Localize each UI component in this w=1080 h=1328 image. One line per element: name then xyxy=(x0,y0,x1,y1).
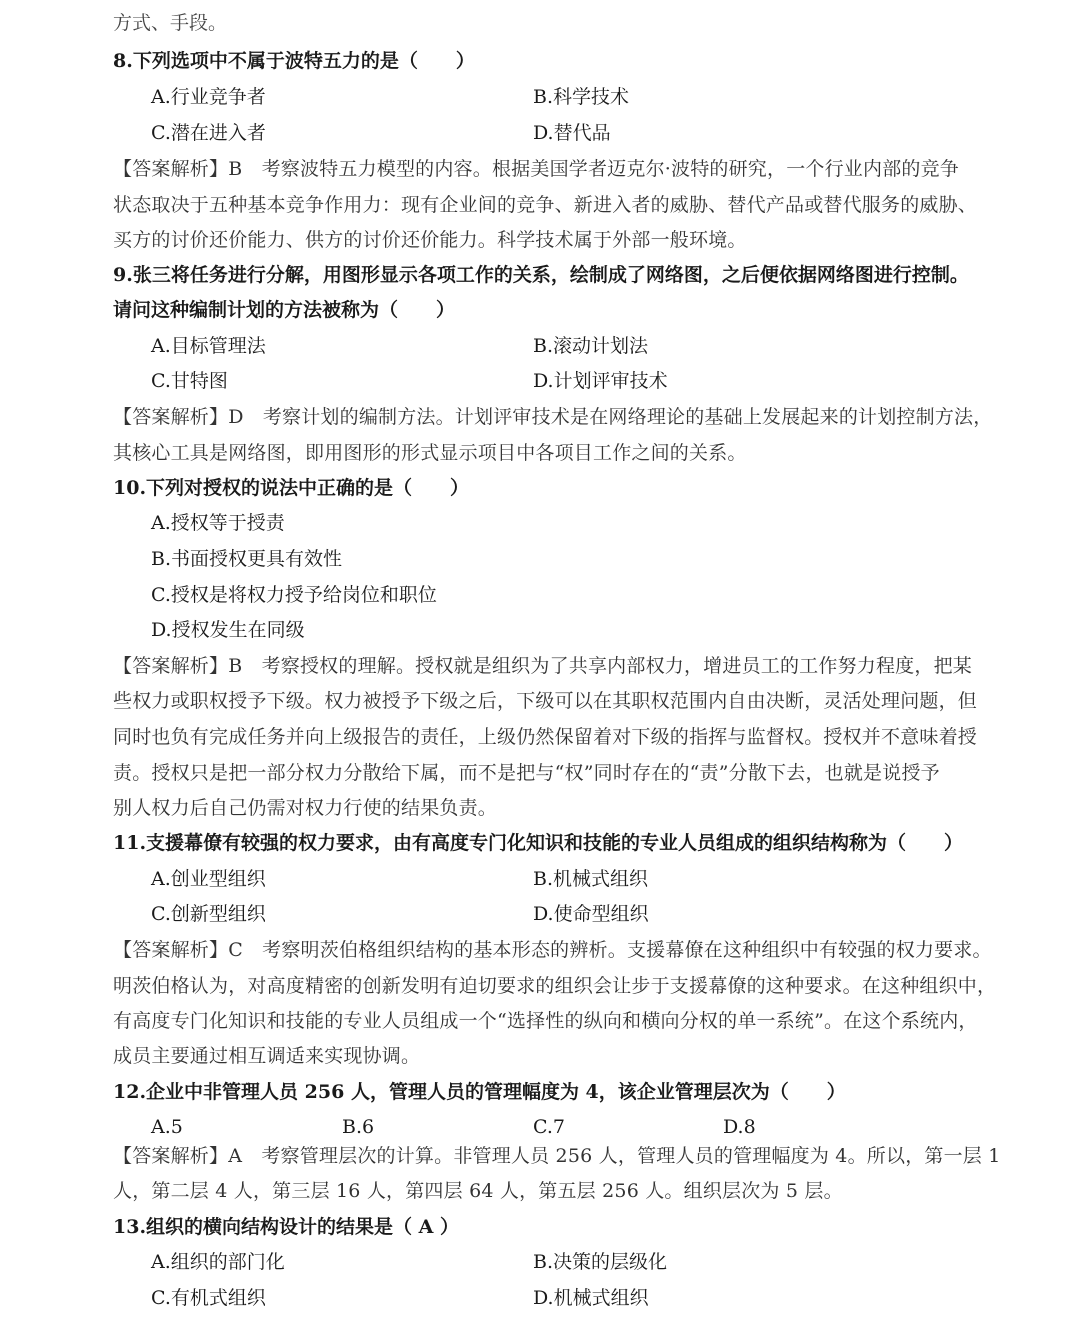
q10-answer-line-2: 些权力或职权授予下级。权力被授予下级之后，下级可以在其职权范围内自由决断，灵活处理问题，但 xyxy=(113,690,978,712)
question-9-line-1: 9.张三将任务进行分解，用图形显示各项工作的关系，绘制成了网络图，之后便依据网络图进行控制。 xyxy=(113,264,969,286)
q12-answer-line-1: 【答案解析】A 考察管理层次的计算。非管理人员 256 人，管理人员的管理幅度为 4。所以，第一层 1 xyxy=(113,1145,1001,1167)
q12-option-a: A.5 xyxy=(151,1116,183,1138)
question-13: 13.组织的横向结构设计的结果是（ A ） xyxy=(113,1216,460,1238)
q11-option-a: A.创业型组织 xyxy=(151,868,266,890)
question-10: 10.下列对授权的说法中正确的是（ ） xyxy=(113,477,470,499)
q9-option-a: A.目标管理法 xyxy=(151,335,266,357)
question-8: 8.下列选项中不属于波特五力的是（ ） xyxy=(113,50,475,72)
q8-option-a: A.行业竞争者 xyxy=(151,86,266,108)
q11-answer-line-4: 成员主要通过相互调适来实现协调。 xyxy=(113,1045,421,1067)
q8-answer-line-2: 状态取决于五种基本竞争作用力：现有企业间的竞争、新进入者的威胁、替代产品或替代服务的威胁、 xyxy=(113,194,978,216)
q9-answer-line-1: 【答案解析】D 考察计划的编制方法。计划评审技术是在网络理论的基础上发展起来的计划控制方法， xyxy=(113,406,993,428)
q11-option-c: C.创新型组织 xyxy=(151,903,266,925)
q12-option-c: C.7 xyxy=(533,1116,565,1138)
question-9-line-2: 请问这种编制计划的方法被称为（ ） xyxy=(113,299,456,321)
q8-answer-line-1: 【答案解析】B 考察波特五力模型的内容。根据美国学者迈克尔·波特的研究，一个行业内部的竞争 xyxy=(113,158,960,180)
question-12: 12.企业中非管理人员 256 人，管理人员的管理幅度为 4，该企业管理层次为（ ） xyxy=(113,1081,846,1103)
q11-answer-line-2: 明茨伯格认为，对高度精密的创新发明有迫切要求的组织会让步于支援幕僚的这种要求。在这种组织中， xyxy=(113,975,997,997)
q8-option-c: C.潜在进入者 xyxy=(151,122,266,144)
q10-answer-line-3: 同时也负有完成任务并向上级报告的责任，上级仍然保留着对下级的指挥与监督权。授权并不意味着授 xyxy=(113,726,978,748)
q11-answer-line-3: 有高度专门化知识和技能的专业人员组成一个“选择性的纵向和横向分权的单一系统”。在这个系统内， xyxy=(113,1010,978,1032)
q13-option-a: A.组织的部门化 xyxy=(151,1251,285,1273)
q12-option-d: D.8 xyxy=(723,1116,756,1138)
q9-option-d: D.计划评审技术 xyxy=(533,370,668,392)
top-fragment: 方式、手段。 xyxy=(113,12,228,34)
q10-answer-line-4: 责。授权只是把一部分权力分散给下属，而不是把与“权”同时存在的“责”分散下去，也就是说授予 xyxy=(113,762,940,784)
question-11: 11.支援幕僚有较强的权力要求，由有高度专门化知识和技能的专业人员组成的组织结构称为（ ） xyxy=(113,832,964,854)
q13-option-b: B.决策的层级化 xyxy=(533,1251,668,1273)
q12-option-b: B.6 xyxy=(342,1116,375,1138)
q8-option-d: D.替代品 xyxy=(533,122,611,144)
q10-answer-line-5: 别人权力后自己仍需对权力行使的结果负责。 xyxy=(113,797,498,819)
q8-answer-line-3: 买方的讨价还价能力、供方的讨价还价能力。科学技术属于外部一般环境。 xyxy=(113,229,747,251)
q12-answer-line-2: 人，第二层 4 人，第三层 16 人，第四层 64 人，第五层 256 人。组织层次为 5 层。 xyxy=(113,1180,843,1202)
q10-option-d: D.授权发生在同级 xyxy=(151,619,305,641)
q9-answer-line-2: 其核心工具是网络图，即用图形的形式显示项目中各项目工作之间的关系。 xyxy=(113,442,747,464)
q9-option-b: B.滚动计划法 xyxy=(533,335,649,357)
q10-answer-line-1: 【答案解析】B 考察授权的理解。授权就是组织为了共享内部权力，增进员工的工作努力程度，把某 xyxy=(113,655,972,677)
q10-option-a: A.授权等于授责 xyxy=(151,512,285,534)
q10-option-b: B.书面授权更具有效性 xyxy=(151,548,343,570)
q8-option-b: B.科学技术 xyxy=(533,86,630,108)
q13-option-d: D.机械式组织 xyxy=(533,1287,649,1309)
q9-option-c: C.甘特图 xyxy=(151,370,228,392)
q11-answer-line-1: 【答案解析】C 考察明茨伯格组织结构的基本形态的辨析。支援幕僚在这种组织中有较强的权力要求。 xyxy=(113,939,992,961)
q10-option-c: C.授权是将权力授予给岗位和职位 xyxy=(151,584,437,606)
q11-option-b: B.机械式组织 xyxy=(533,868,649,890)
q11-option-d: D.使命型组织 xyxy=(533,903,649,925)
q13-option-c: C.有机式组织 xyxy=(151,1287,266,1309)
